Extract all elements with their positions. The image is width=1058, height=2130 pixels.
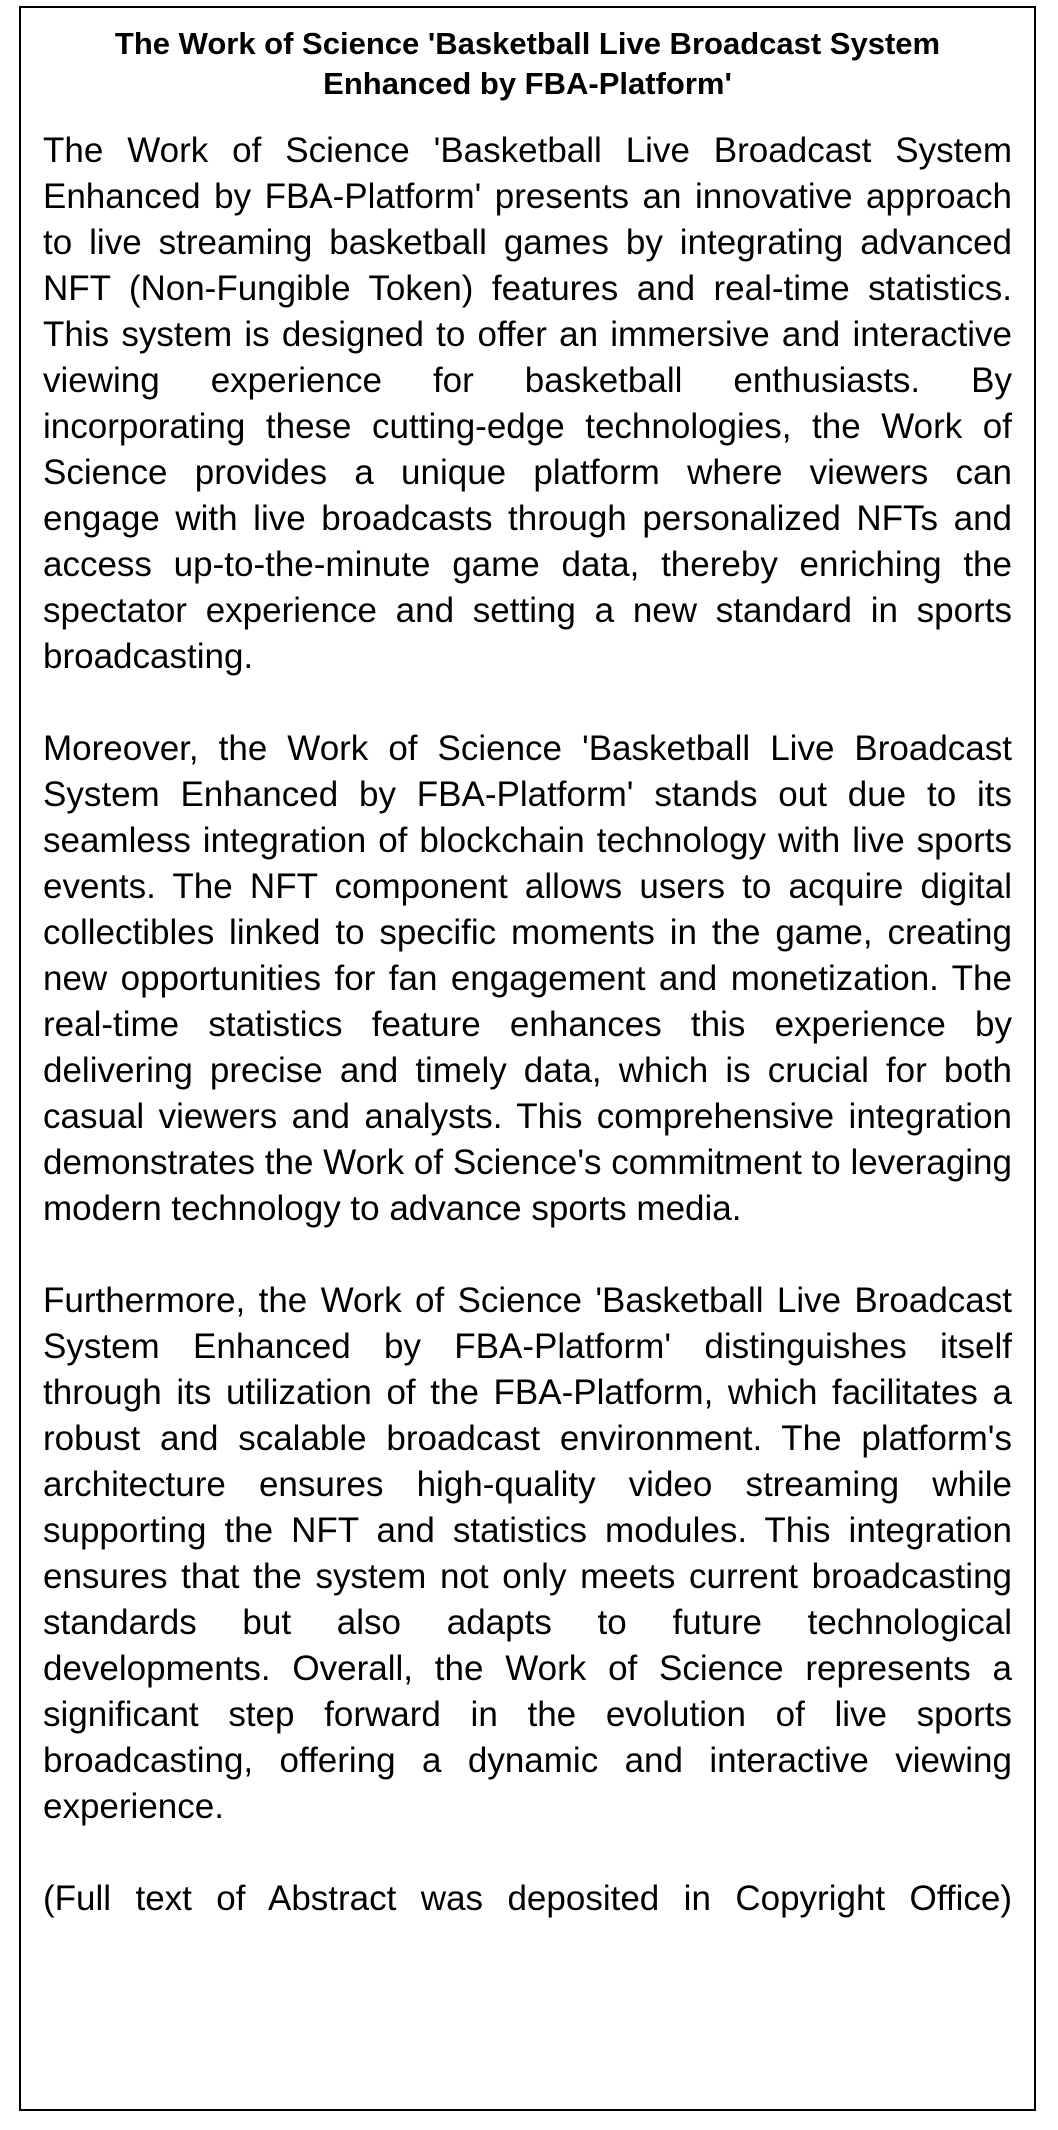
abstract-paragraph-1: The Work of Science 'Basketball Live Broadcast System Enhanced by FBA-Platform' presents an innovative approach to live streaming basketball games by integrating advanced NFT (Non-Fungible Token) features and real-time statistics. This system is designed to offer an immersive and interactive viewing experience for basketball enthusiasts. By incorporating these cutting-edge technologies, the Work of Science provides a unique platform where viewers can engage with live broadcasts through personalized NFTs and access up-to-the-minute game data, thereby enriching the spectator experience and setting a new standard in sports broadcasting. bbox=[43, 131, 1012, 676]
document-title: The Work of Science 'Basketball Live Broadcast System Enhanced by FBA-Platform' bbox=[114, 26, 941, 101]
abstract-paragraph-3: Furthermore, the Work of Science 'Basketball Live Broadcast System Enhanced by FBA-Platform' distinguishes itself through its utilization of the FBA-Platform, which facilitates a robust and scalable broadcast environment. The platform's architecture ensures high-quality video streaming while supporting the NFT and statistics modules. This integration ensures that the system not only meets current broadcasting standards but also adapts to future technological developments. Overall, the Work of Science represents a significant step forward in the evolution of live sports broadcasting, offering a dynamic and interactive viewing experience. bbox=[43, 1281, 1012, 1826]
abstract-paragraph-2: Moreover, the Work of Science 'Basketball Live Broadcast System Enhanced by FBA-Platform' stands out due to its seamless integration of blockchain technology with live sports events. The NFT component allows users to acquire digital collectibles linked to specific moments in the game, creating new opportunities for fan engagement and monetization. The real-time statistics feature enhances this experience by delivering precise and timely data, which is crucial for both casual viewers and analysts. This comprehensive integration demonstrates the Work of Science's commitment to leveraging modern technology to advance sports media. bbox=[43, 729, 1012, 1228]
abstract-frame bbox=[19, 6, 1036, 2111]
copyright-footer-note: (Full text of Abstract was deposited in Copyright Office) bbox=[43, 1879, 1012, 1918]
